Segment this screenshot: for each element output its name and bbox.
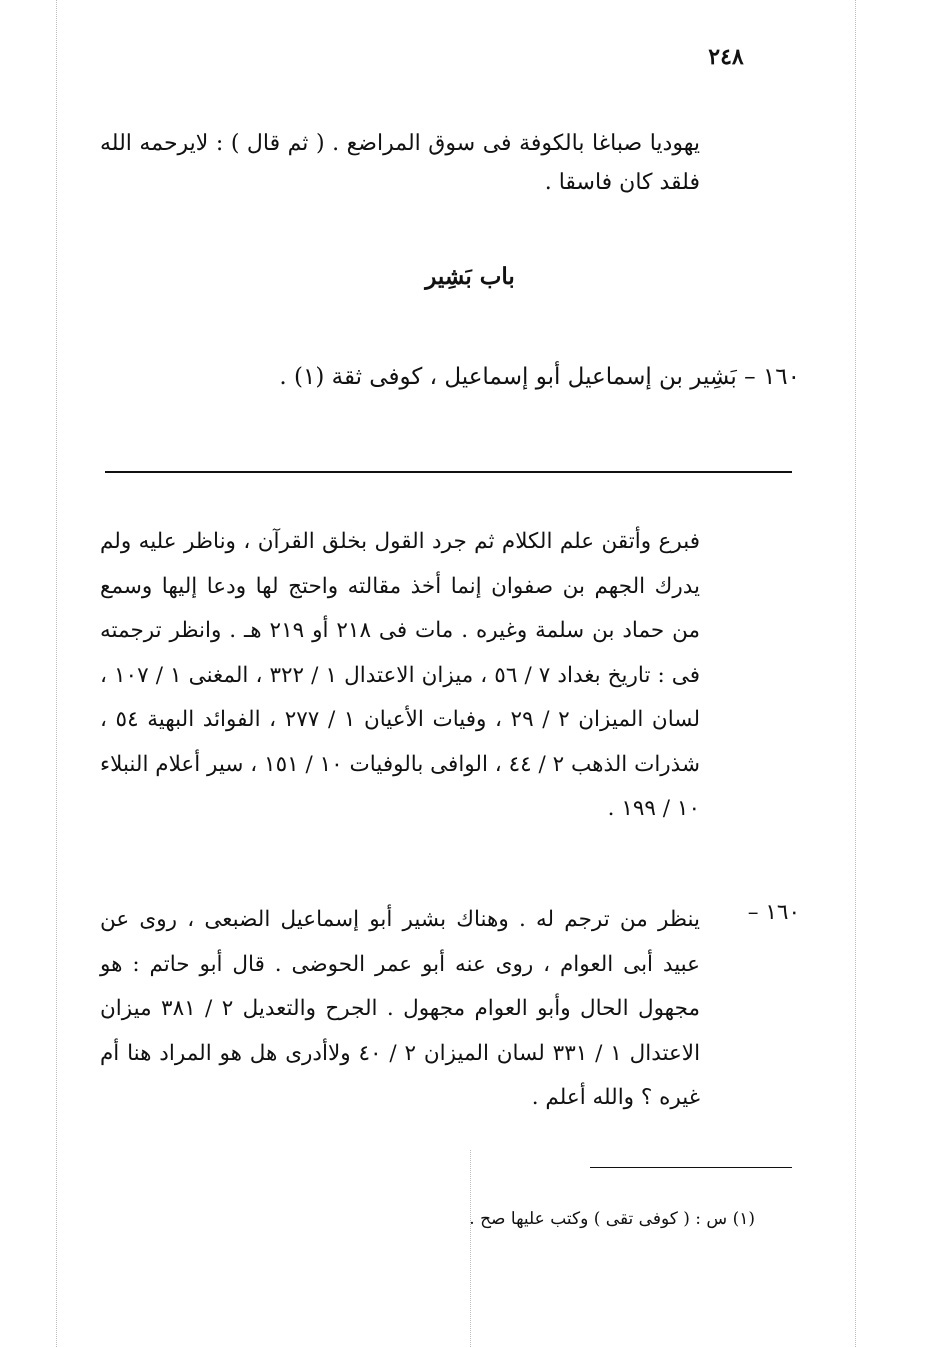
note-continuation: فبرع وأتقن علم الكلام ثم جرد القول بخلق القرآن ، وناظر عليه ولم يدرك الجهم بن صفوان إنما أخذ مقالته واحتج لها ودعا إليها وسمع من حماد بن سلمة وغيره . مات فى ٢١٨ أو ٢١٩ هـ . وانظر ترجمته فى : تاريخ بغداد ٧ / ٥٦ ، ميزان الاعتدال ١ / ٣٢٢ ، المغنى ١ / ١٠٧ ، لسان الميزان ٢ / ٢٩ ، وفيات الأعيان ١ / ٢٧٧ ، الفوائد البهية ٥٤ ، شذرات الذهب ٢ / ٤٤ ، الوافى بالوفيات ١٠ / ١٥١ ، سير أعلام النبلاء ١٠ / ١٩٩ . — [100, 529, 700, 821]
section-heading: باب بَشِير — [425, 263, 515, 290]
scan-dotted-line-left — [56, 0, 57, 1347]
scan-dotted-line-right — [855, 0, 856, 1347]
page-number: ٢٤٨ — [708, 44, 744, 70]
footnote: (١) س : ( كوفى تقى ) وكتب عليها صح . — [469, 1209, 755, 1229]
note-160-number: ١٦٠ – — [747, 900, 800, 925]
footnote-separator-rule — [590, 1167, 792, 1168]
notes-separator-rule — [105, 471, 792, 473]
scan-dotted-line-center — [470, 1150, 471, 1347]
note-160-text: ينظر من ترجم له . وهناك بشير أبو إسماعيل الضبعى ، روى عن عبيد أبى العوام ، روى عنه أبو عمر الحوضى . قال أبو حاتم : هو مجهول الحال وأبو العوام مجهول . الجرح والتعديل ٢ / ٣٨١ ميزان الاعتدال ١ / ٣٣١ لسان الميزان ٢ / ٤٠ ولاأدرى هل هو المراد هنا أم غيره ؟ والله أعلم . — [100, 907, 701, 1110]
intro-paragraph: يهوديا صباغا بالكوفة فى سوق المراضع . ( ثم قال ) : لايرحمه الله فلقد كان فاسقا . — [100, 131, 700, 195]
entry-160 — [240, 364, 800, 390]
entry-text: بَشِير بن إسماعيل أبو إسماعيل ، كوفى ثقة (١) . — [279, 364, 737, 390]
entry-number: ١٦٠ – — [744, 364, 800, 390]
